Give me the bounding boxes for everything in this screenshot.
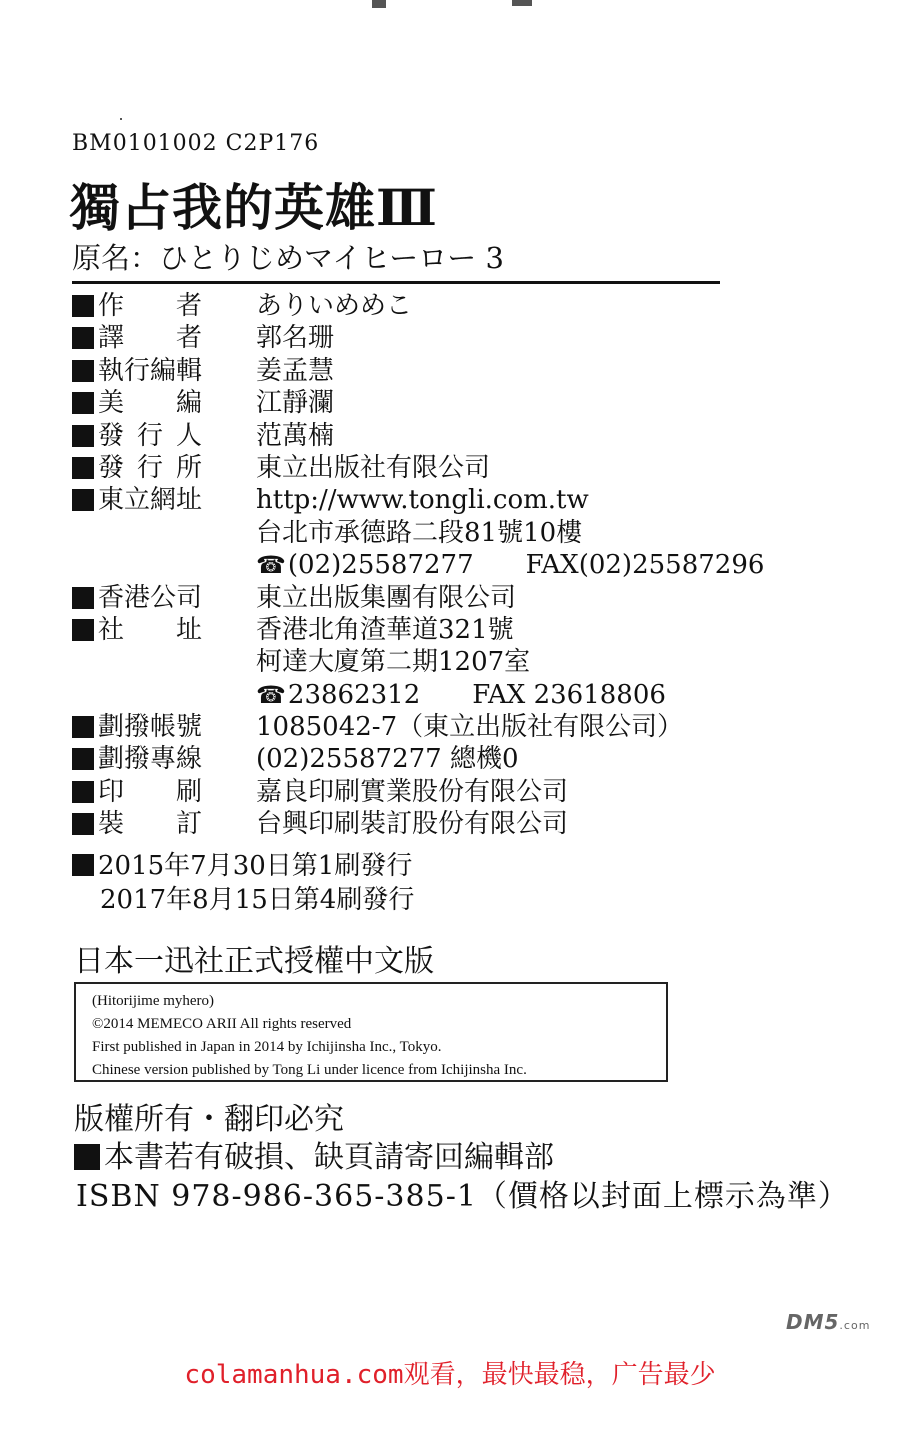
- credit-row: [72, 808, 732, 840]
- credit-value: 1085042-7（東立出版社有限公司）: [256, 712, 684, 743]
- phone-number: (02)25587277: [287, 550, 474, 581]
- credit-label-char: 址: [176, 485, 203, 516]
- fax-number: FAX 23618806: [472, 679, 666, 710]
- square-bullet-icon: [72, 854, 94, 876]
- credit-label-char: 號: [176, 712, 203, 743]
- credit-value: [256, 549, 764, 581]
- credit-value: 台興印刷裝訂股份有限公司: [256, 809, 569, 840]
- square-bullet-icon: [72, 327, 94, 349]
- telephone-icon: ☎: [256, 551, 286, 580]
- credit-label-char: 行: [136, 452, 163, 483]
- credit-label-char: 劃: [98, 712, 125, 743]
- credit-row: [72, 387, 732, 419]
- square-bullet-icon: [72, 716, 94, 738]
- credit-label-char: 劃: [98, 744, 125, 775]
- credit-label: [72, 452, 212, 484]
- credit-value: (02)25587277 總機0: [256, 744, 519, 775]
- credit-label-char: 社: [98, 614, 125, 645]
- credit-value: 江靜瀾: [256, 388, 335, 419]
- credit-value: 姜孟慧: [256, 355, 335, 386]
- credit-value: 香港北角渣華道321號: [256, 614, 514, 645]
- credit-row: [72, 517, 732, 549]
- credit-label: [72, 743, 212, 775]
- credit-value: 郭名珊: [256, 323, 335, 354]
- credit-row: [72, 322, 732, 354]
- credit-label-char: 港: [124, 582, 151, 613]
- credit-label-char: 人: [175, 420, 202, 451]
- license-line: First published in Japan in 2014 by Ichijinsha Inc., Tokyo.: [92, 1039, 442, 1055]
- square-bullet-icon: [72, 360, 94, 382]
- credit-label-char: 網: [150, 485, 177, 516]
- credit-value: http://www.tongli.com.tw: [256, 485, 589, 516]
- credit-label-char: 香: [98, 582, 125, 613]
- credit-label-char: 裝: [98, 809, 125, 840]
- scan-speck: [512, 0, 532, 6]
- isbn-line: ISBN 978-986-365-385-1（價格以封面上標示為準）: [76, 1179, 849, 1214]
- credit-label-char: 撥: [124, 744, 151, 775]
- credit-row: [72, 743, 732, 775]
- fax-number: FAX(02)25587296: [525, 550, 765, 581]
- credit-label: [72, 808, 212, 840]
- authorization-notice: 日本一迅社正式授權中文版: [74, 944, 434, 979]
- credit-label-char: 帳: [150, 712, 177, 743]
- credit-label-char: 編: [175, 388, 202, 419]
- footer-ad[interactable]: colamanhua.com观看，最快最稳，广告最少: [184, 1360, 716, 1390]
- credit-label-char: 美: [98, 388, 125, 419]
- credit-label-char: 行: [136, 420, 163, 451]
- square-bullet-icon: [72, 295, 94, 317]
- credit-label: [72, 582, 212, 614]
- credit-row: [72, 776, 732, 808]
- credit-label-char: 東: [98, 485, 125, 516]
- credit-label-char: 輯: [176, 355, 203, 386]
- credit-row: [72, 420, 732, 452]
- telephone-icon: ☎: [256, 680, 286, 709]
- credits-list: [72, 290, 765, 841]
- license-line: (Hitorijime myhero): [92, 993, 215, 1009]
- square-bullet-icon: [72, 457, 94, 479]
- scan-speck: [120, 118, 122, 120]
- credit-label-char: 作: [98, 291, 125, 321]
- credit-label-char: 者: [175, 323, 202, 354]
- credit-label: [72, 322, 212, 354]
- credit-label-char: 專: [150, 744, 177, 775]
- credit-value: 嘉良印刷實業股份有限公司: [256, 776, 569, 807]
- credit-row: [72, 355, 732, 387]
- credit-label-char: 訂: [175, 809, 202, 840]
- current-print-date: 2017年8月15日第4刷發行: [100, 885, 415, 915]
- license-box: [74, 982, 668, 1082]
- credit-label-char: 司: [176, 582, 203, 613]
- square-bullet-icon: [72, 425, 94, 447]
- credit-label-char: 所: [175, 452, 202, 483]
- credit-label: [72, 420, 212, 452]
- credit-value: ありいめめこ: [256, 291, 413, 321]
- first-print-date: 2015年7月30日第1刷發行: [72, 849, 414, 883]
- credit-label-char: 線: [176, 744, 203, 775]
- credit-row: [72, 452, 732, 484]
- catalog-code: BM0101002 C2P176: [72, 131, 320, 156]
- dm5-logo: DM5.com: [786, 1310, 871, 1334]
- credit-label-char: 發: [98, 452, 125, 483]
- credit-row: [72, 646, 732, 678]
- credit-row: [72, 484, 732, 516]
- credit-label-char: 譯: [98, 323, 125, 354]
- credit-label-char: 行: [124, 355, 151, 386]
- credit-value: 東立出版集團有限公司: [256, 582, 517, 613]
- rights-notice: 版權所有・翻印必究: [74, 1102, 344, 1137]
- divider-rule: [72, 281, 720, 284]
- license-line: ©2014 MEMECO ARII All rights reserved: [92, 1016, 352, 1032]
- credit-value: 柯達大廈第二期1207室: [256, 647, 531, 678]
- credit-label: [72, 387, 212, 419]
- phone-number: 23862312: [287, 679, 421, 710]
- credit-label-char: 執: [98, 355, 125, 386]
- credit-value: 台北市承德路二段81號10樓: [256, 517, 583, 548]
- credit-row: [72, 290, 732, 322]
- square-bullet-icon: [72, 392, 94, 414]
- credit-label-char: 撥: [124, 712, 151, 743]
- credit-label-char: 發: [98, 420, 125, 451]
- square-bullet-icon: [72, 587, 94, 609]
- credit-value: 東立出版社有限公司: [256, 452, 491, 483]
- credit-label: [72, 614, 212, 646]
- credit-value: 范萬楠: [256, 420, 335, 451]
- credit-label-char: 者: [175, 291, 202, 321]
- book-title: 獨占我的英雄Ⅲ: [70, 178, 438, 237]
- square-bullet-icon: [72, 619, 94, 641]
- credit-label-char: 編: [150, 355, 177, 386]
- square-bullet-icon: [74, 1144, 100, 1170]
- square-bullet-icon: [72, 748, 94, 770]
- square-bullet-icon: [72, 781, 94, 803]
- credit-label: [72, 776, 212, 808]
- credit-label: [72, 711, 212, 743]
- scan-speck: [372, 0, 386, 8]
- credit-value: [256, 679, 666, 711]
- credit-label-char: 址: [175, 614, 202, 645]
- credit-row: [72, 582, 732, 614]
- credit-label: [72, 355, 212, 387]
- credit-label-char: 立: [124, 485, 151, 516]
- credit-label: [72, 290, 212, 322]
- original-title: 原名：ひとりじめマイヒーロー 3: [72, 241, 504, 275]
- print-dates: [72, 849, 414, 917]
- credit-row: [72, 549, 765, 581]
- credit-label-char: 公: [150, 582, 177, 613]
- credit-label-char: 刷: [175, 776, 202, 807]
- license-line: Chinese version published by Tong Li under licence from Ichijinsha Inc.: [92, 1062, 527, 1078]
- credit-row: [72, 679, 732, 711]
- square-bullet-icon: [72, 813, 94, 835]
- credit-label: [72, 484, 212, 516]
- credit-row: [72, 711, 732, 743]
- square-bullet-icon: [72, 489, 94, 511]
- defect-notice: 本書若有破損、缺頁請寄回編輯部: [74, 1132, 554, 1176]
- credit-label-char: 印: [98, 776, 125, 807]
- credit-row: [72, 614, 732, 646]
